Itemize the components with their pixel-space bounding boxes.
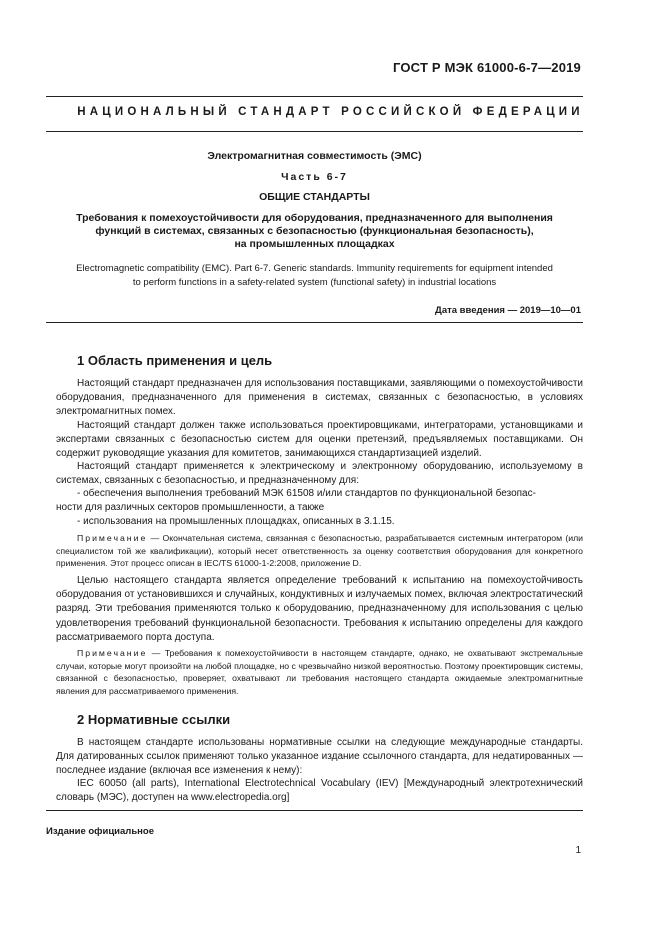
page-number: 1 xyxy=(575,845,581,856)
header-rule-bottom xyxy=(46,131,583,132)
section-1-list-item-1b: ности для различных секторов промышленности, а также xyxy=(56,502,325,513)
title-emc: Электромагнитная совместимость (ЭМС) xyxy=(207,150,422,162)
section-1-list-item-2: - использования на промышленных площадках, описанных в 3.1.15. xyxy=(77,516,395,527)
section-2-paragraph-2: IEC 60050 (all parts), International Electrotechnical Vocabulary (IEV) [Международный электротехнический словарь (МЭС), доступен на www.electropedia.org] xyxy=(56,778,583,804)
section-1-paragraph-1: Настоящий стандарт предназначен для использования поставщиками, заявляющими о помехоустойчивости оборудования, предназначенного для применения в системах, связанных с безопасностью, в условиях электромагнитных помех. xyxy=(56,378,583,418)
header-rule xyxy=(46,96,583,97)
official-edition-label: Издание официальное xyxy=(46,826,154,837)
title-english-2: to perform functions in a safety-related system (functional safety) in industrial locations xyxy=(132,277,497,288)
document-code: ГОСТ Р МЭК 61000-6-7—2019 xyxy=(392,60,581,75)
date-rule xyxy=(46,322,583,323)
national-standard-banner: НАЦИОНАЛЬНЫЙ СТАНДАРТ РОССИЙСКОЙ ФЕДЕРАЦИИ xyxy=(77,106,584,118)
note-text: — Окончательная система, связанная с безопасностью, разрабатывается системным интегратором (или специалистом той же квалификации), который несет ответственность за оценку соответствия оборудования для конкретного применения. Этот процесс описан в IEC/TS 61000-1-2:2008, приложение D. xyxy=(56,533,583,568)
title-general: ОБЩИЕ СТАНДАРТЫ xyxy=(259,191,370,203)
title-requirements-1: Требования к помехоустойчивости для оборудования, предназначенного для выполнения xyxy=(76,212,553,224)
section-1-heading: 1 Область применения и цель xyxy=(77,353,273,368)
section-1-list-item-1a: - обеспечения выполнения требований МЭК 61508 и/или стандартов по функциональной безопас- xyxy=(77,488,536,499)
section-1-note-1 xyxy=(56,532,583,570)
note-label: Примечание xyxy=(77,648,148,658)
section-2-paragraph-1: В настоящем стандарте использованы нормативные ссылки на следующие международные стандарты. Для датированных ссылок применяют только указанное издание ссылочного стандарта, для недатированных — последнее издание (включая все изменения к нему): xyxy=(56,737,583,777)
title-requirements-3: на промышленных площадках xyxy=(234,238,395,250)
section-2-heading: 2 Нормативные ссылки xyxy=(77,712,231,727)
note-label: Примечание xyxy=(77,533,148,543)
section-1-paragraph-3: Настоящий стандарт применяется к электрическому и электронному оборудованию, используемому в системах, связанных с безопасностью, и предназначенному для: xyxy=(56,461,583,487)
title-english-1: Electromagnetic compatibility (EMC). Part 6-7. Generic standards. Immunity requirements for equipment intended xyxy=(76,263,553,274)
footer-rule xyxy=(46,810,583,811)
title-part: Часть 6-7 xyxy=(281,171,348,183)
section-1-paragraph-4: Целью настоящего стандарта является определение требований к испытанию на помехоустойчивость оборудования от установившихся и случайных, кондуктивных и излучаемых помех, включая электростатический разряд. Эти требования применяются только к оборудованию, предназначенному для использования с целью удовлетворения требований функциональной безопасности. Требования к испытанию определены для каждого рассматриваемого порта доступа. xyxy=(56,575,583,643)
note-text: — Требования к помехоустойчивости в настоящем стандарте, однако, не охватывают экстремальные случаи, которые могут произойти на любой площадке, но с чрезвычайно низкой вероятностью. Поэтому проектировщик системы, связанной с безопасностью, проверяет, охватывают ли требования настоящего стандарта ожидаемые электромагнитные явления для рассматриваемого применения. xyxy=(56,648,583,696)
section-1-paragraph-2: Настоящий стандарт должен также использоваться проектировщиками, интеграторами, установщиками и экспертами связанных с безопасностью систем для оценки претензий, предъявляемых поставщиками. Он содержит руководящие указания для комитетов, занимающихся стандартизацией изделий. xyxy=(56,420,583,460)
effective-date: Дата введения — 2019—10—01 xyxy=(435,305,581,316)
title-requirements-2: функций в системах, связанных с безопасностью (функциональная безопасность), xyxy=(95,225,534,237)
section-1-note-2 xyxy=(56,647,583,697)
